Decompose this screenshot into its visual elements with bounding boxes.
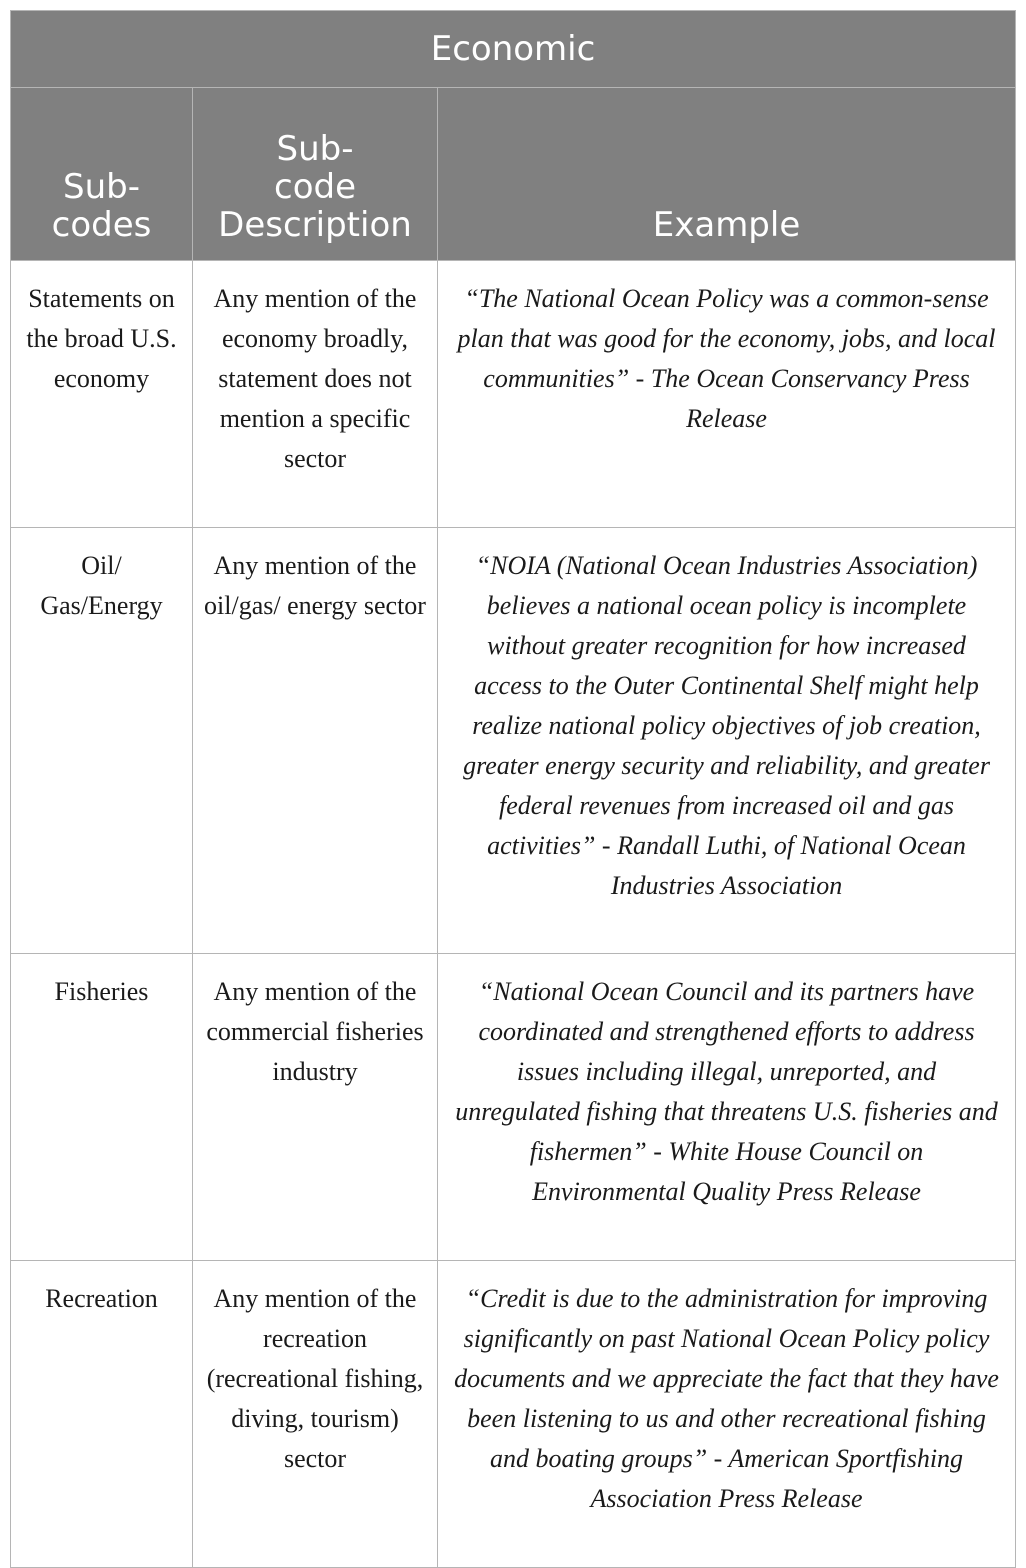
- example-cell: “NOIA (National Ocean Industries Association) believes a national ocean policy is incomplete without greater recognition for how increased access to the Outer Continental Shelf might help realize national policy objectives of job creation, greater energy security and reliability, and greater federal revenues from increased oil and gas activities” - Randall Luthi, of National Ocean Industries Association: [438, 528, 1016, 954]
- description-cell: Any mention of the economy broadly, statement does not mention a specific sector: [193, 261, 438, 528]
- description-cell: Any mention of the commercial fisheries industry: [193, 954, 438, 1261]
- table-row: [11, 261, 1016, 528]
- table-title: Economic: [11, 11, 1016, 88]
- description-cell: Any mention of the oil/gas/ energy sector: [193, 528, 438, 954]
- title-row: [11, 11, 1016, 88]
- table-row: [11, 1261, 1016, 1568]
- column-header-example: Example: [438, 88, 1016, 261]
- column-header-description-line3: Description: [218, 205, 412, 245]
- subcode-cell: Oil/ Gas/Energy: [11, 528, 193, 954]
- subcode-cell: Statements on the broad U.S. economy: [11, 261, 193, 528]
- column-header-description-line1: Sub-: [276, 129, 354, 169]
- subcode-cell: Fisheries: [11, 954, 193, 1261]
- subcode-cell: Recreation: [11, 1261, 193, 1568]
- example-cell: “The National Ocean Policy was a common-sense plan that was good for the economy, jobs, and local communities” - The Ocean Conservancy Press Release: [438, 261, 1016, 528]
- column-header-row: [11, 88, 1016, 261]
- example-cell: “National Ocean Council and its partners have coordinated and strengthened efforts to address issues including illegal, unreported, and unregulated fishing that threatens U.S. fisheries and fishermen” - White House Council on Environmental Quality Press Release: [438, 954, 1016, 1261]
- table-row: [11, 954, 1016, 1261]
- column-header-description-line2: code: [274, 167, 356, 207]
- column-header-description: [193, 88, 438, 261]
- column-header-subcodes-line2: codes: [51, 205, 152, 245]
- column-header-subcodes-line1: Sub-: [63, 167, 140, 207]
- table-header: [11, 11, 1016, 261]
- example-cell: “Credit is due to the administration for improving significantly on past National Ocean Policy policy documents and we appreciate the fact that they have been listening to us and other recreational fishing and boating groups” - American Sportfishing Association Press Release: [438, 1261, 1016, 1568]
- table-body: [11, 261, 1016, 1568]
- table-row: [11, 528, 1016, 954]
- economic-subcodes-table-wrapper: [10, 10, 1015, 1568]
- column-header-subcodes: [11, 88, 193, 261]
- economic-subcodes-table: [10, 10, 1016, 1568]
- description-cell: Any mention of the recreation (recreational fishing, diving, tourism) sector: [193, 1261, 438, 1568]
